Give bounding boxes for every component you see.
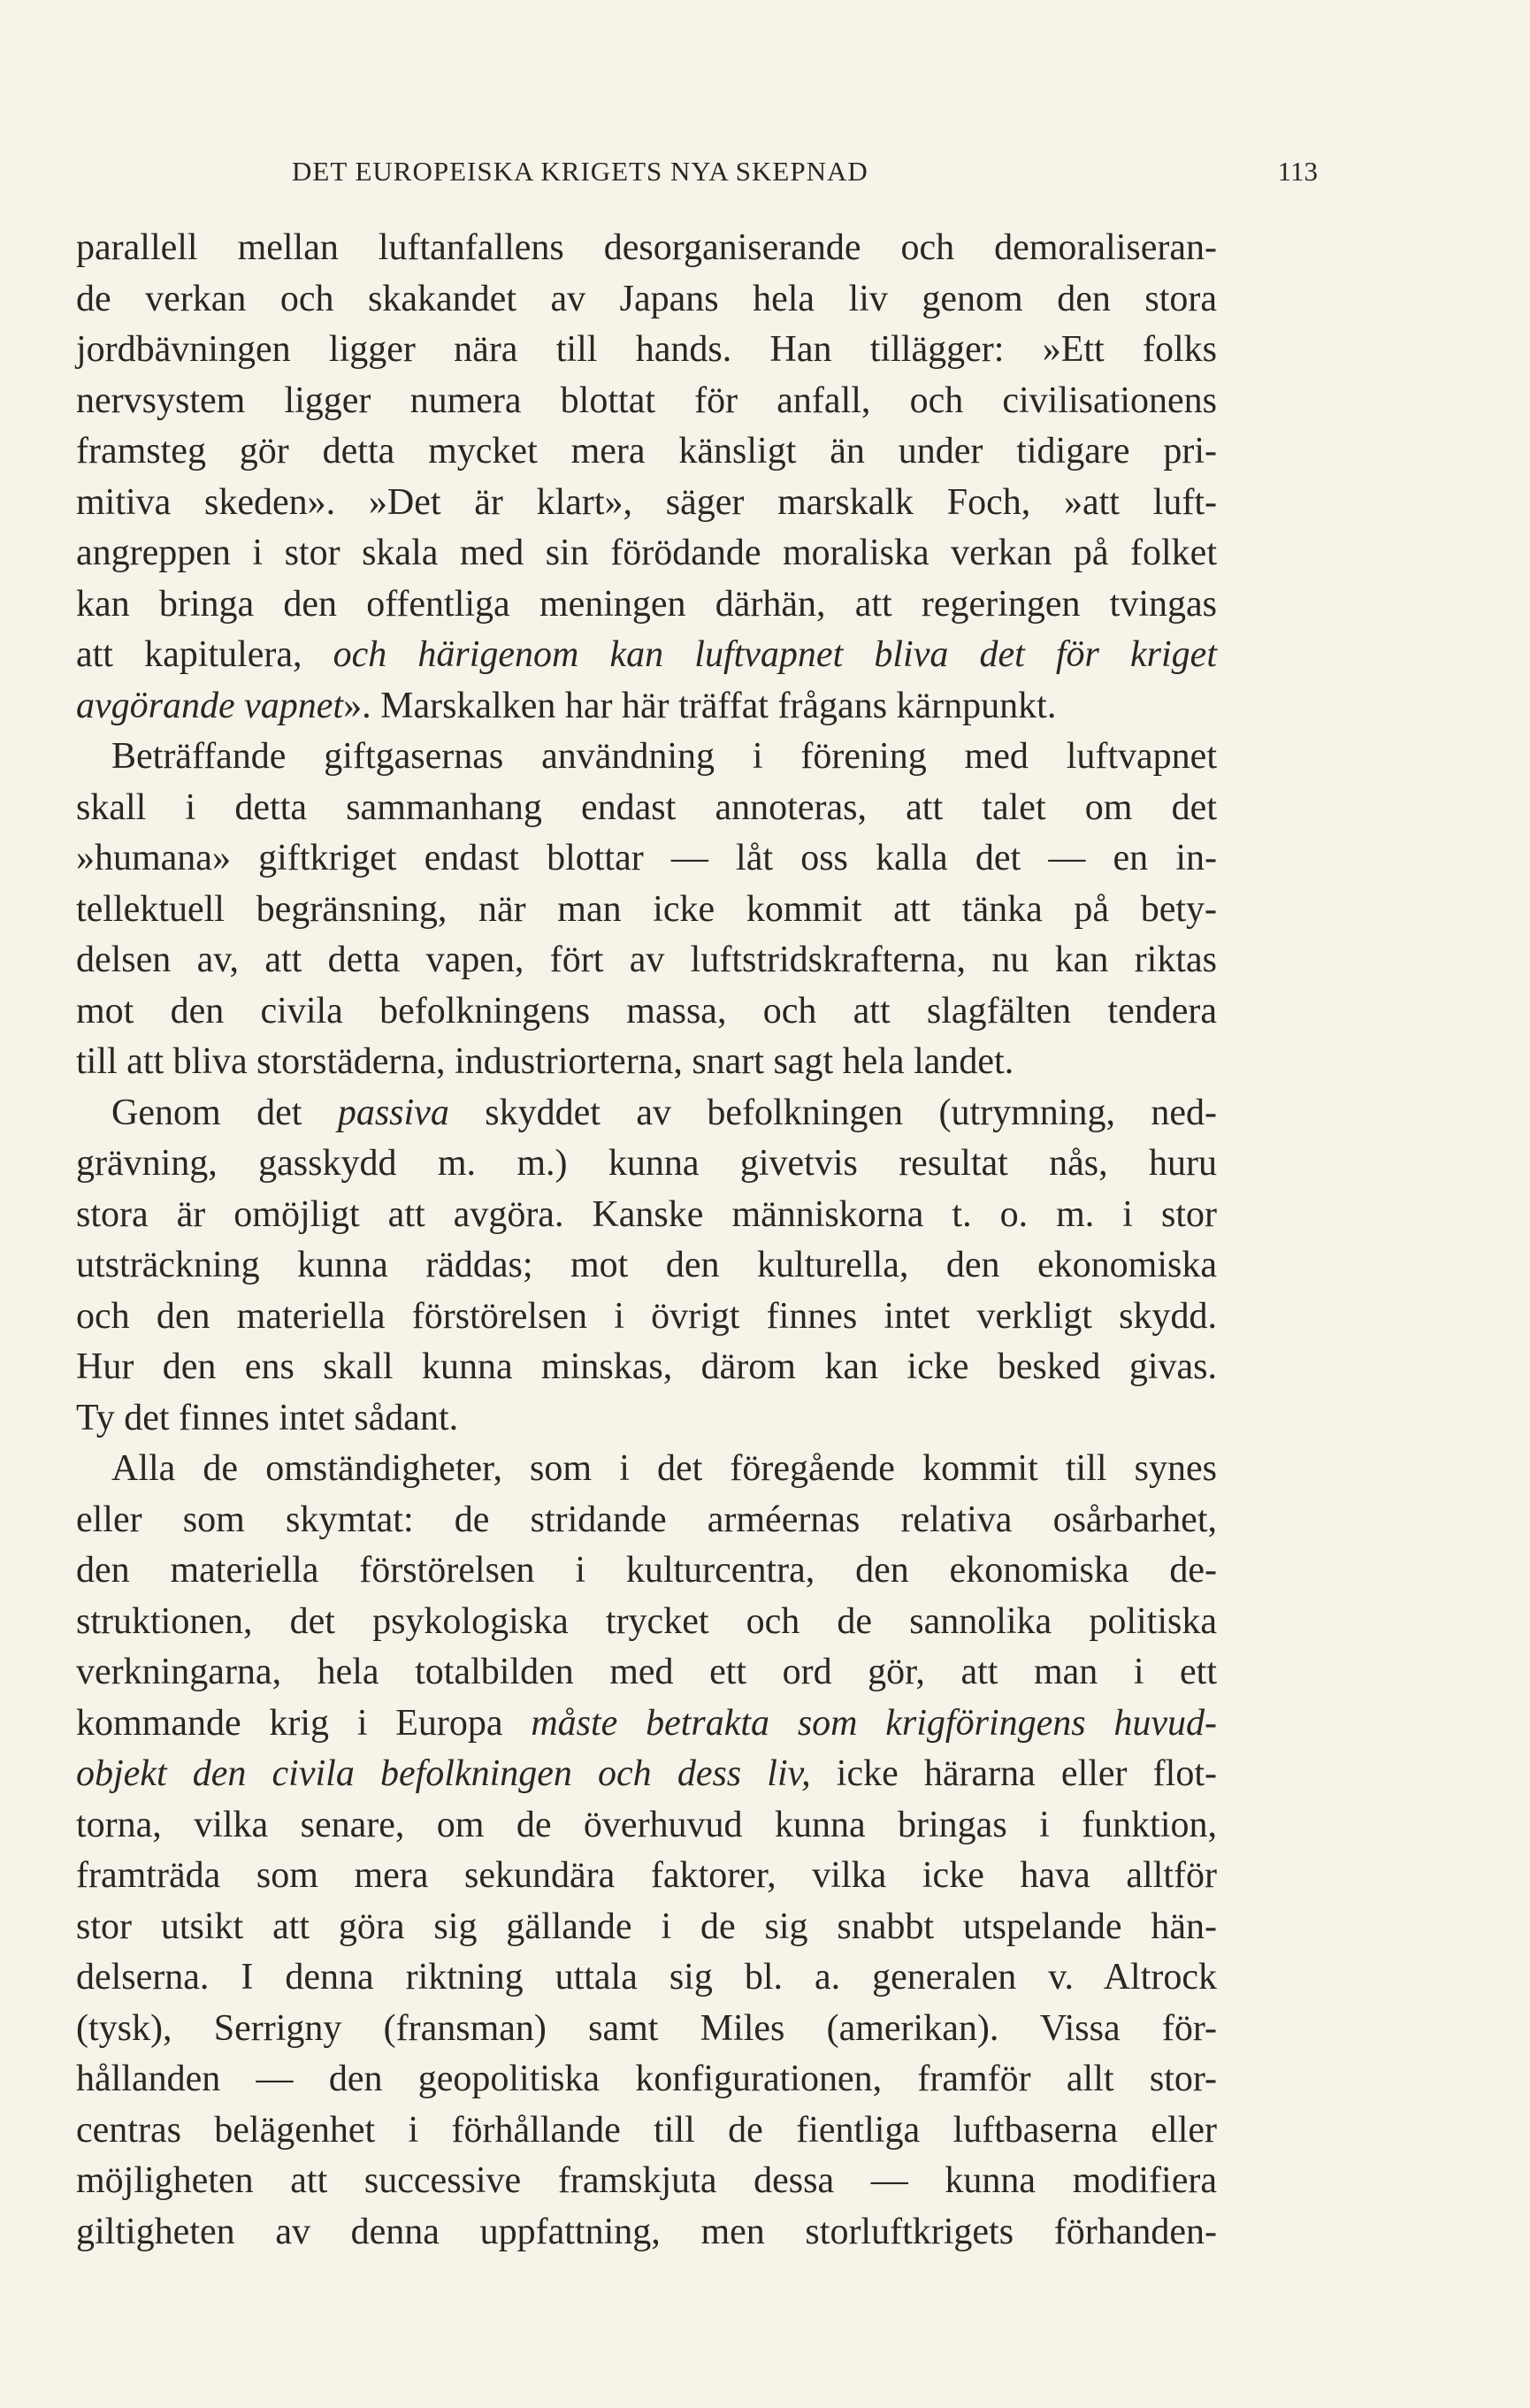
text-line [76,630,1217,681]
text-line [76,1088,1217,1139]
text-segment: Alla de omständigheter, som i det föregående kommit till synes [111,1448,1217,1489]
text-line [76,1190,1217,1241]
text-line [76,1851,1217,1902]
text-line [76,1545,1217,1597]
text-segment: ». Marskalken har här träffat frågans kärnpunkt. [343,685,1057,726]
text-line [76,1393,1217,1445]
text-segment: Genom det [111,1092,338,1133]
body-text [76,223,1217,2258]
text-segment: framträda som mera sekundära faktorer, vilka icke hava alltför [76,1855,1217,1896]
text-segment: grävning, gasskydd m. m.) kunna givetvis resultat nås, huru [76,1143,1217,1184]
text-segment: eller som skymtat: de stridande arméernas relativa osårbarhet, [76,1499,1217,1540]
text-line [76,1902,1217,1953]
text-segment: angreppen i stor skala med sin förödande moraliska verkan på folket [76,533,1217,573]
page-header [292,156,1318,198]
text-line [76,1037,1217,1088]
text-segment: att kapitulera, [76,634,333,675]
text-segment: tellektuell begränsning, när man icke kommit att tänka på bety- [76,888,1217,930]
text-segment: jordbävningen ligger nära till hands. Han tillägger: »Ett folks [76,329,1217,370]
text-segment: delserna. I denna riktning uttala sig bl. a. generalen v. Altrock [76,1957,1217,1998]
text-line [76,579,1217,631]
text-segment: centras belägenhet i förhållande till de fientliga luftbaserna eller [76,2109,1217,2151]
text-segment: mot den civila befolkningens massa, och att slagfälten tendera [76,990,1217,1031]
italic-text: objekt den civila befolkningen och dess liv, [76,1753,811,1794]
text-line [76,426,1217,478]
italic-text: avgörande vapnet [76,685,344,726]
text-segment: kommande krig i Europa [76,1702,532,1744]
text-segment: möjligheten att successive framskjuta dessa — kunna modifiera [76,2160,1217,2201]
text-line [76,2054,1217,2105]
text-line [76,1292,1217,1343]
text-segment: verkningarna, hela totalbilden med ett ord gör, att man i ett [76,1652,1217,1692]
text-line [76,986,1217,1038]
text-segment: den materiella förstörelsen i kulturcentra, den ekonomiska de- [76,1550,1217,1591]
text-line [76,2105,1217,2157]
text-segment: »humana» giftkriget endast blottar — låt oss kalla det — en in- [76,838,1217,878]
text-line [76,885,1217,936]
text-line [76,1495,1217,1546]
text-line [76,783,1217,834]
text-segment: Ty det finnes intet sådant. [76,1397,459,1438]
text-line [76,732,1217,783]
text-segment: Hur den ens skall kunna minskas, därom kan icke besked givas. [76,1346,1217,1387]
text-segment: Beträffande giftgasernas användning i förening med luftvapnet [111,736,1217,777]
text-segment: kan bringa den offentliga meningen därhän, att regeringen tvingas [76,583,1217,625]
text-segment: skall i detta sammanhang endast annoteras, att talet om det [76,786,1217,828]
italic-text: passiva [337,1092,449,1133]
text-line [76,1952,1217,2004]
text-line [76,274,1217,326]
text-line [76,1444,1217,1495]
page-number: 113 [1277,156,1318,187]
italic-text: och härigenom kan luftvapnet bliva det för kriget [333,634,1217,675]
text-line [76,223,1217,274]
text-line [76,681,1217,732]
text-line [76,1749,1217,1800]
text-line [76,1240,1217,1292]
text-segment: skyddet av befolkningen (utrymning, ned- [448,1092,1218,1133]
text-line [76,1597,1217,1648]
text-segment: till att bliva storstäderna, industriorterna, snart sagt hela landet. [76,1041,1014,1082]
running-head: DET EUROPEISKA KRIGETS NYA SKEPNAD [292,156,868,187]
text-line [76,325,1217,376]
text-segment: de verkan och skakandet av Japans hela liv genom den stora [76,278,1217,319]
text-line [76,376,1217,427]
text-segment: mitiva skeden». »Det är klart», säger marskalk Foch, »att luft- [76,481,1217,523]
text-segment: stora är omöjligt att avgöra. Kanske människorna t. o. m. i stor [76,1193,1217,1235]
text-line [76,1800,1217,1852]
text-line [76,2156,1217,2207]
text-segment: (tysk), Serrigny (fransman) samt Miles (amerikan). Vissa för- [76,2007,1217,2049]
text-line [76,1699,1217,1750]
text-segment: giltigheten av denna uppfattning, men storluftkrigets förhanden- [76,2211,1217,2252]
text-segment: utsträckning kunna räddas; mot den kulturella, den ekonomiska [76,1245,1217,1285]
text-segment: struktionen, det psykologiska trycket och de sannolika politiska [76,1600,1217,1642]
text-line [76,2207,1217,2258]
text-segment: framsteg gör detta mycket mera känsligt än under tidigare pri- [76,431,1217,472]
text-segment: stor utsikt att göra sig gällande i de sig snabbt utspelande hän- [76,1906,1217,1947]
italic-text: måste betrakta som krigföringens huvud- [531,1702,1217,1744]
text-line [76,2004,1217,2055]
text-line [76,1647,1217,1699]
text-segment: torna, vilka senare, om de överhuvud kunna bringas i funktion, [76,1804,1217,1845]
text-segment: nervsystem ligger numera blottat för anfall, och civilisationens [76,380,1217,421]
text-line [76,1139,1217,1190]
text-line [76,935,1217,986]
text-segment: icke härarna eller flot- [810,1753,1217,1794]
text-segment: parallell mellan luftanfallens desorganiserande och demoraliseran- [76,227,1217,268]
text-line [76,528,1217,579]
text-segment: delsen av, att detta vapen, fört av luftstridskrafterna, nu kan riktas [76,939,1217,980]
text-segment: och den materiella förstörelsen i övrigt finnes intet verkligt skydd. [76,1295,1217,1337]
text-segment: hållanden — den geopolitiska konfigurationen, framför allt stor- [76,2059,1217,2099]
text-line [76,478,1217,529]
text-line [76,833,1217,885]
text-line [76,1342,1217,1393]
